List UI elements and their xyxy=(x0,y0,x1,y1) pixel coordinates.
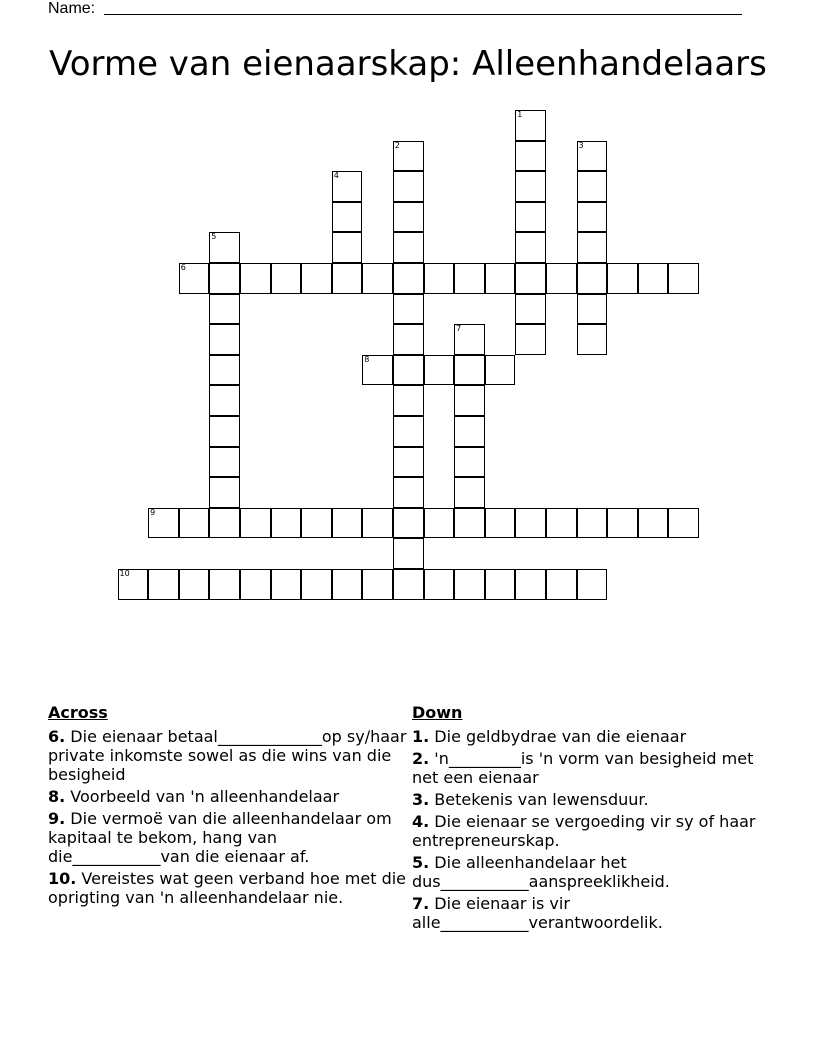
grid-cell[interactable] xyxy=(209,263,240,294)
grid-cell[interactable] xyxy=(301,263,332,294)
grid-cell[interactable] xyxy=(577,171,608,202)
grid-cell[interactable] xyxy=(362,569,393,600)
clue-number: 4. xyxy=(412,812,430,831)
clue-number: 1. xyxy=(412,727,430,746)
grid-cell[interactable] xyxy=(393,202,424,233)
puzzle-title: Vorme van eienaarskap: Alleenhandelaars xyxy=(49,44,767,84)
clue-number: 8. xyxy=(48,787,66,806)
down-heading: Down xyxy=(412,703,463,722)
grid-cell[interactable] xyxy=(209,324,240,355)
cell-number: 8 xyxy=(364,354,370,364)
clue-text: Vereistes wat geen verband hoe met die oprigting van 'n alleenhandelaar nie. xyxy=(48,869,407,907)
grid-cell[interactable] xyxy=(454,447,485,478)
clue-text: Die vermoë van die alleenhandelaar om kapitaal te bekom, hang van die___________van die eienaar af. xyxy=(48,809,392,866)
grid-cell[interactable] xyxy=(485,508,516,539)
grid-cell[interactable] xyxy=(332,202,363,233)
grid-cell[interactable] xyxy=(485,263,516,294)
grid-cell[interactable] xyxy=(546,508,577,539)
grid-cell[interactable] xyxy=(577,294,608,325)
across-clue xyxy=(48,727,408,784)
grid-cell[interactable] xyxy=(271,569,302,600)
cell-number: 6 xyxy=(180,263,186,272)
grid-cell[interactable] xyxy=(393,538,424,569)
down-clue xyxy=(412,727,762,746)
grid-cell[interactable] xyxy=(271,508,302,539)
name-label: Name: xyxy=(48,0,96,17)
clue-number: 9. xyxy=(48,809,66,828)
grid-cell[interactable] xyxy=(179,569,210,600)
grid-cell[interactable] xyxy=(301,569,332,600)
grid-cell[interactable] xyxy=(240,508,271,539)
cell-number: 9 xyxy=(150,507,156,517)
across-clues xyxy=(48,703,408,910)
grid-cell[interactable] xyxy=(515,141,546,172)
clue-number: 2. xyxy=(412,749,430,768)
grid-cell[interactable] xyxy=(393,294,424,325)
clue-text: Die eienaar is vir alle___________verantwoordelik. xyxy=(412,894,663,932)
grid-cell[interactable] xyxy=(577,324,608,355)
down-clues xyxy=(412,703,762,935)
grid-cell[interactable] xyxy=(515,324,546,355)
down-clue xyxy=(412,749,762,787)
grid-cell[interactable] xyxy=(485,569,516,600)
cell-number: 2 xyxy=(394,140,400,150)
clue-number: 3. xyxy=(412,790,430,809)
grid-cell[interactable] xyxy=(454,569,485,600)
cell-number: 5 xyxy=(211,232,217,242)
grid-cell[interactable] xyxy=(362,355,393,386)
grid-cell[interactable] xyxy=(209,447,240,478)
clue-text: Die eienaar betaal_____________op sy/haar private inkomste sowel as die wins van die besigheid xyxy=(48,727,407,784)
grid-cell[interactable] xyxy=(393,141,424,172)
clue-text: Betekenis van lewensduur. xyxy=(429,790,649,809)
cell-number: 7 xyxy=(456,324,462,334)
grid-cell[interactable] xyxy=(515,232,546,263)
grid-cell[interactable] xyxy=(240,263,271,294)
down-clue-list xyxy=(412,727,762,932)
grid-cell[interactable] xyxy=(332,171,363,202)
grid-cell[interactable] xyxy=(515,110,546,141)
grid-cell[interactable] xyxy=(148,569,179,600)
cell-number: 1 xyxy=(517,110,523,119)
grid-cell[interactable] xyxy=(424,508,455,539)
grid-cell[interactable] xyxy=(118,569,149,600)
grid-cell[interactable] xyxy=(454,324,485,355)
clue-number: 5. xyxy=(412,853,430,872)
grid-cell[interactable] xyxy=(209,232,240,263)
grid-cell[interactable] xyxy=(240,569,271,600)
grid-cell[interactable] xyxy=(424,355,455,386)
grid-cell[interactable] xyxy=(546,263,577,294)
grid-cell[interactable] xyxy=(209,416,240,447)
grid-cell[interactable] xyxy=(485,355,516,386)
grid-cell[interactable] xyxy=(362,508,393,539)
grid-cell[interactable] xyxy=(515,263,546,294)
clue-number: 7. xyxy=(412,894,430,913)
clue-text: Die eienaar se vergoeding vir sy of haar entrepreneurskap. xyxy=(412,812,756,850)
across-clue-list xyxy=(48,727,408,907)
grid-cell[interactable] xyxy=(577,202,608,233)
grid-cell[interactable] xyxy=(577,508,608,539)
grid-cell[interactable] xyxy=(515,569,546,600)
grid-cell[interactable] xyxy=(668,508,699,539)
grid-cell[interactable] xyxy=(209,569,240,600)
grid-cell[interactable] xyxy=(179,263,210,294)
grid-cell[interactable] xyxy=(577,263,608,294)
grid-cell[interactable] xyxy=(454,477,485,508)
grid-cell[interactable] xyxy=(332,569,363,600)
clue-text: Voorbeeld van 'n alleenhandelaar xyxy=(65,787,340,806)
grid-cell[interactable] xyxy=(638,508,669,539)
grid-cell[interactable] xyxy=(393,171,424,202)
cell-number: 4 xyxy=(333,171,339,181)
grid-cell[interactable] xyxy=(332,263,363,294)
grid-cell[interactable] xyxy=(393,569,424,600)
down-clue xyxy=(412,853,762,891)
grid-cell[interactable] xyxy=(209,508,240,539)
grid-cell[interactable] xyxy=(332,232,363,263)
down-clue xyxy=(412,812,762,850)
cell-number: 3 xyxy=(578,140,584,150)
grid-cell[interactable] xyxy=(393,232,424,263)
grid-cell[interactable] xyxy=(393,324,424,355)
grid-cell[interactable] xyxy=(362,263,393,294)
clue-number: 6. xyxy=(48,727,66,746)
grid-cell[interactable] xyxy=(393,508,424,539)
grid-cell[interactable] xyxy=(393,355,424,386)
grid-cell[interactable] xyxy=(393,385,424,416)
grid-cell[interactable] xyxy=(209,355,240,386)
grid-cell[interactable] xyxy=(546,569,577,600)
grid-cell[interactable] xyxy=(271,263,302,294)
across-clue xyxy=(48,809,408,866)
grid-cell[interactable] xyxy=(454,508,485,539)
grid-cell[interactable] xyxy=(393,447,424,478)
clue-text: Die alleenhandelaar het dus___________aanspreeklikheid. xyxy=(412,853,670,891)
grid-cell[interactable] xyxy=(332,508,363,539)
grid-cell[interactable] xyxy=(209,294,240,325)
grid-cell[interactable] xyxy=(577,232,608,263)
grid-cell[interactable] xyxy=(577,141,608,172)
grid-cell[interactable] xyxy=(209,477,240,508)
grid-cell[interactable] xyxy=(668,263,699,294)
grid-cell[interactable] xyxy=(179,508,210,539)
grid-cell[interactable] xyxy=(607,263,638,294)
clue-text: 'n_________is 'n vorm van besigheid met net een eienaar xyxy=(412,749,754,787)
grid-cell[interactable] xyxy=(424,569,455,600)
grid-cell[interactable] xyxy=(515,171,546,202)
across-heading: Across xyxy=(48,703,108,722)
grid-cell[interactable] xyxy=(148,508,179,539)
clue-text: Die geldbydrae van die eienaar xyxy=(429,727,687,746)
cell-number: 10 xyxy=(119,569,130,578)
grid-cell[interactable] xyxy=(393,416,424,447)
grid-cell[interactable] xyxy=(393,263,424,294)
grid-cell[interactable] xyxy=(454,263,485,294)
across-clue xyxy=(48,787,408,806)
grid-cell[interactable] xyxy=(515,294,546,325)
grid-cell[interactable] xyxy=(454,385,485,416)
grid-cell[interactable] xyxy=(638,263,669,294)
grid-cell[interactable] xyxy=(209,385,240,416)
grid-cell[interactable] xyxy=(393,477,424,508)
clue-number: 10. xyxy=(48,869,77,888)
down-clue xyxy=(412,790,762,809)
grid-cell[interactable] xyxy=(515,202,546,233)
grid-cell[interactable] xyxy=(454,355,485,386)
grid-cell[interactable] xyxy=(607,508,638,539)
grid-cell[interactable] xyxy=(577,569,608,600)
grid-cell[interactable] xyxy=(301,508,332,539)
grid-cell[interactable] xyxy=(424,263,455,294)
across-clue xyxy=(48,869,408,907)
grid-cell[interactable] xyxy=(454,416,485,447)
grid-cell[interactable] xyxy=(515,508,546,539)
down-clue xyxy=(412,894,762,932)
